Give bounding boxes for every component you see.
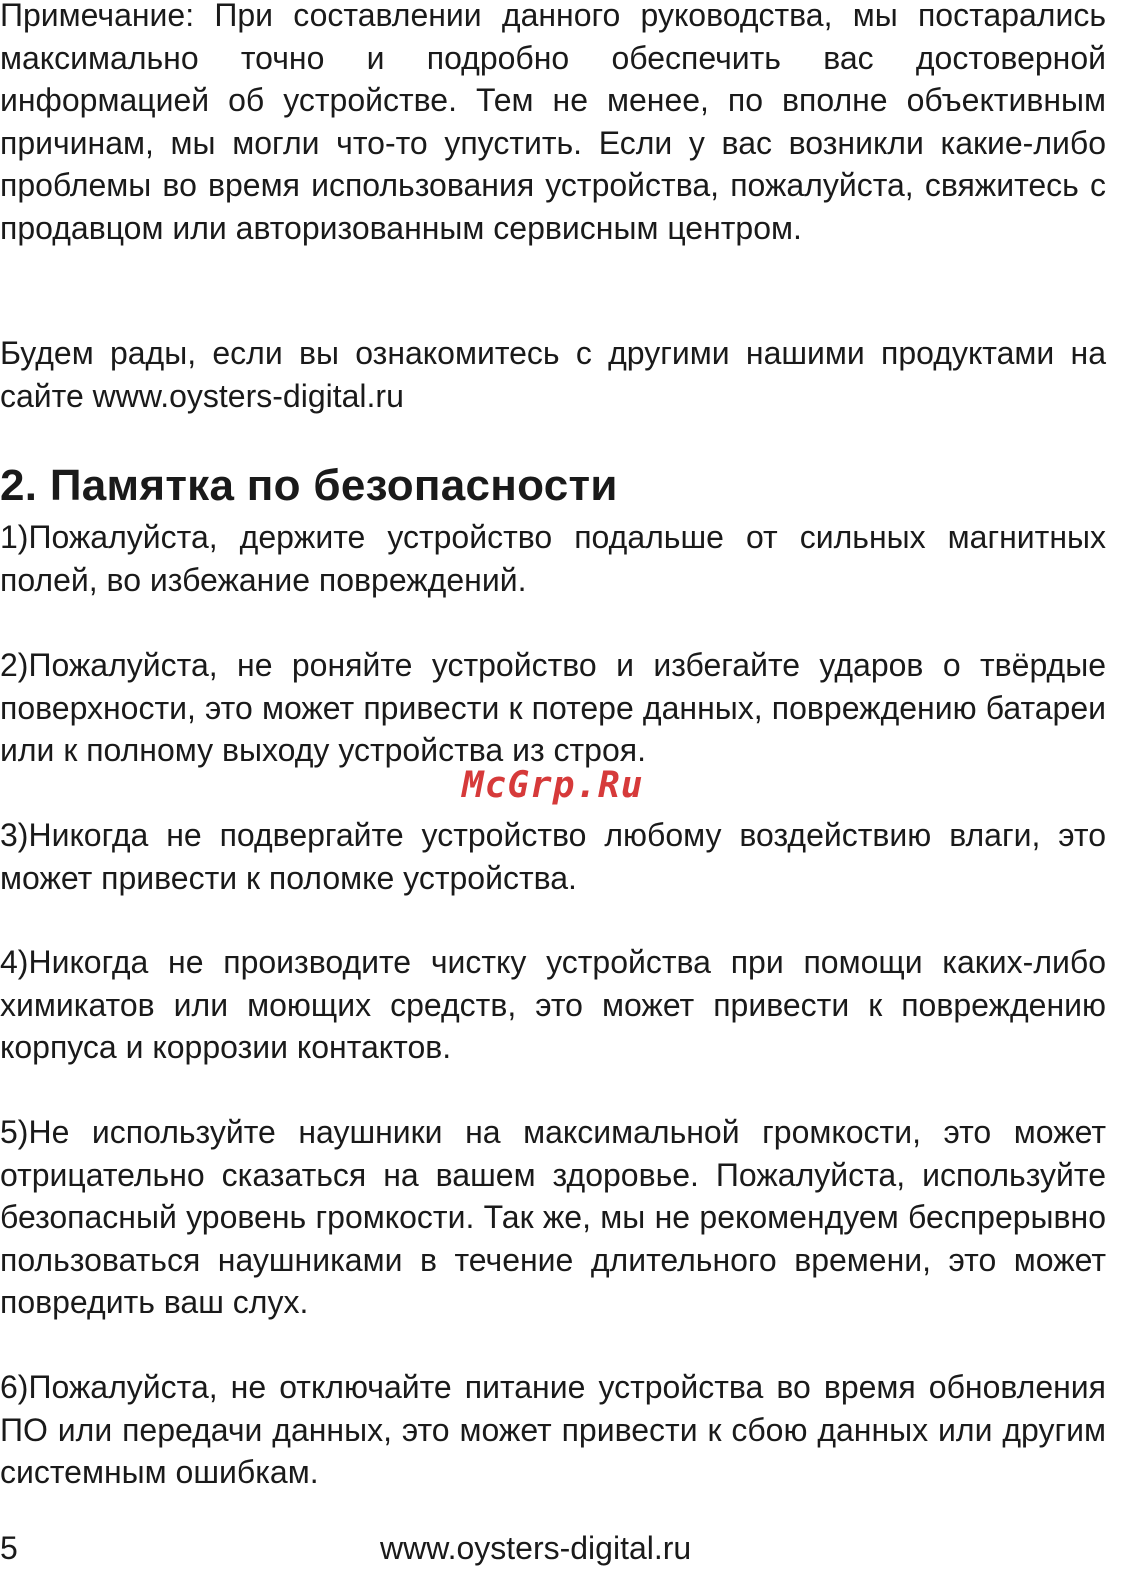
footer-url: www.oysters-digital.ru <box>380 1530 692 1566</box>
promo-paragraph: Будем рады, если вы ознакомитесь с другими нашими продуктами на сайте www.oysters-digital.ru <box>0 335 1106 414</box>
page-number: 5 <box>0 1530 18 1566</box>
safety-item: 1)Пожалуйста, держите устройство подальше от сильных магнитных полей, во избежание повреждений. <box>0 519 1106 598</box>
watermark-logo: McGrp.Ru <box>462 765 644 806</box>
safety-item: 3)Никогда не подвергайте устройство любому воздействию влаги, это может привести к поломке устройства. <box>0 817 1106 896</box>
section-title: 2. Памятка по безопасности <box>0 461 618 510</box>
page-footer <box>0 1526 1106 1570</box>
note-paragraph: Примечание: При составлении данного руководства, мы постарались максимально точно и подробно обеспечить вас достоверной информацией об устройстве. Тем не менее, по вполне объективным причинам, мы могли что-то упустить. Если у вас возникли какие-либо проблемы во время использования устройства, пожалуйста, свяжитесь с продавцом или авторизованным сервисным центром. <box>0 0 1106 246</box>
safety-item: 6)Пожалуйста, не отключайте питание устройства во время обновления ПО или передачи данных, это может привести к сбою данных или другим системным ошибкам. <box>0 1369 1106 1490</box>
safety-item: 5)Не используйте наушники на максимальной громкости, это может отрицательно сказаться на вашем здоровье. Пожалуйста, используйте безопасный уровень громкости. Так же, мы не рекомендуем беспрерывно пользоваться наушниками в течение длительного времени, это может повредить ваш слух. <box>0 1114 1106 1320</box>
safety-item: 4)Никогда не производите чистку устройства при помощи каких-либо химикатов или моющих средств, это может привести к повреждению корпуса и коррозии контактов. <box>0 944 1106 1065</box>
safety-item: 2)Пожалуйста, не роняйте устройство и избегайте ударов о твёрдые поверхности, это может привести к потере данных, повреждению батареи или к полному выходу устройства из строя. <box>0 647 1106 768</box>
